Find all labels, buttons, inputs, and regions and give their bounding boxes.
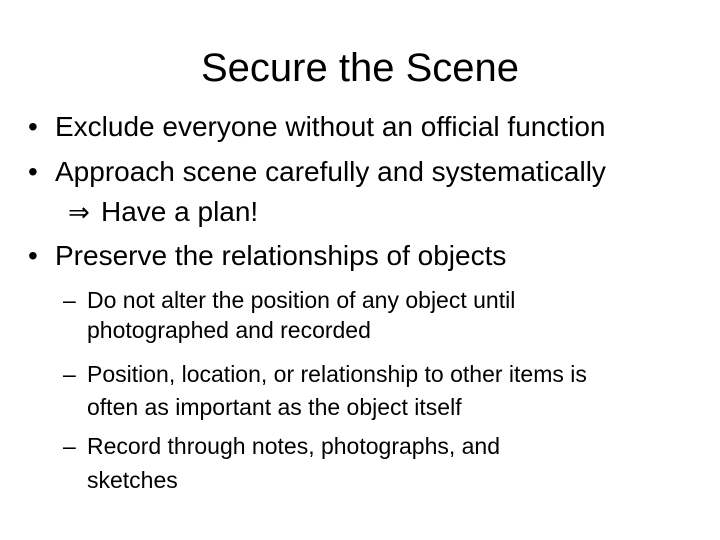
subbullet-1-line-1: [0, 286, 720, 314]
bullet-2: [0, 156, 720, 188]
bullet-dot-icon: •: [28, 156, 38, 187]
bullet-2-subline-text: Have a plan!: [101, 196, 259, 227]
subbullet-3-line-1: [0, 432, 720, 460]
bullet-1-text: Exclude everyone without an official function: [55, 111, 606, 142]
subbullet-3-text: Record through notes, photographs, and: [87, 433, 501, 459]
bullet-1: [0, 111, 720, 143]
dash-bullet-icon: –: [63, 433, 76, 459]
bullet-2-text: Approach scene carefully and systematically: [55, 156, 606, 187]
dash-bullet-icon: –: [63, 287, 76, 313]
subbullet-1-continuation: photographed and recorded: [87, 317, 371, 343]
subbullet-3-continuation: sketches: [87, 467, 178, 493]
bullet-3-text: Preserve the relationships of objects: [55, 240, 507, 271]
subbullet-2-line-1: [0, 360, 720, 388]
subbullet-2-text: Position, location, or relationship to other items is: [87, 361, 587, 387]
subbullet-1-line-2: [0, 316, 720, 344]
bullet-dot-icon: •: [28, 240, 38, 271]
bullet-3: [0, 240, 720, 272]
subbullet-2-continuation: often as important as the object itself: [87, 394, 462, 420]
subbullet-3-line-2: [0, 466, 720, 494]
slide-title: Secure the Scene: [201, 46, 519, 90]
dash-bullet-icon: –: [63, 361, 76, 387]
subbullet-2-line-2: [0, 393, 720, 421]
bullet-2-subline: [0, 196, 720, 228]
bullet-dot-icon: •: [28, 111, 38, 142]
subbullet-1-text: Do not alter the position of any object until: [87, 287, 516, 313]
implies-arrow-icon: ⇒: [68, 197, 90, 227]
